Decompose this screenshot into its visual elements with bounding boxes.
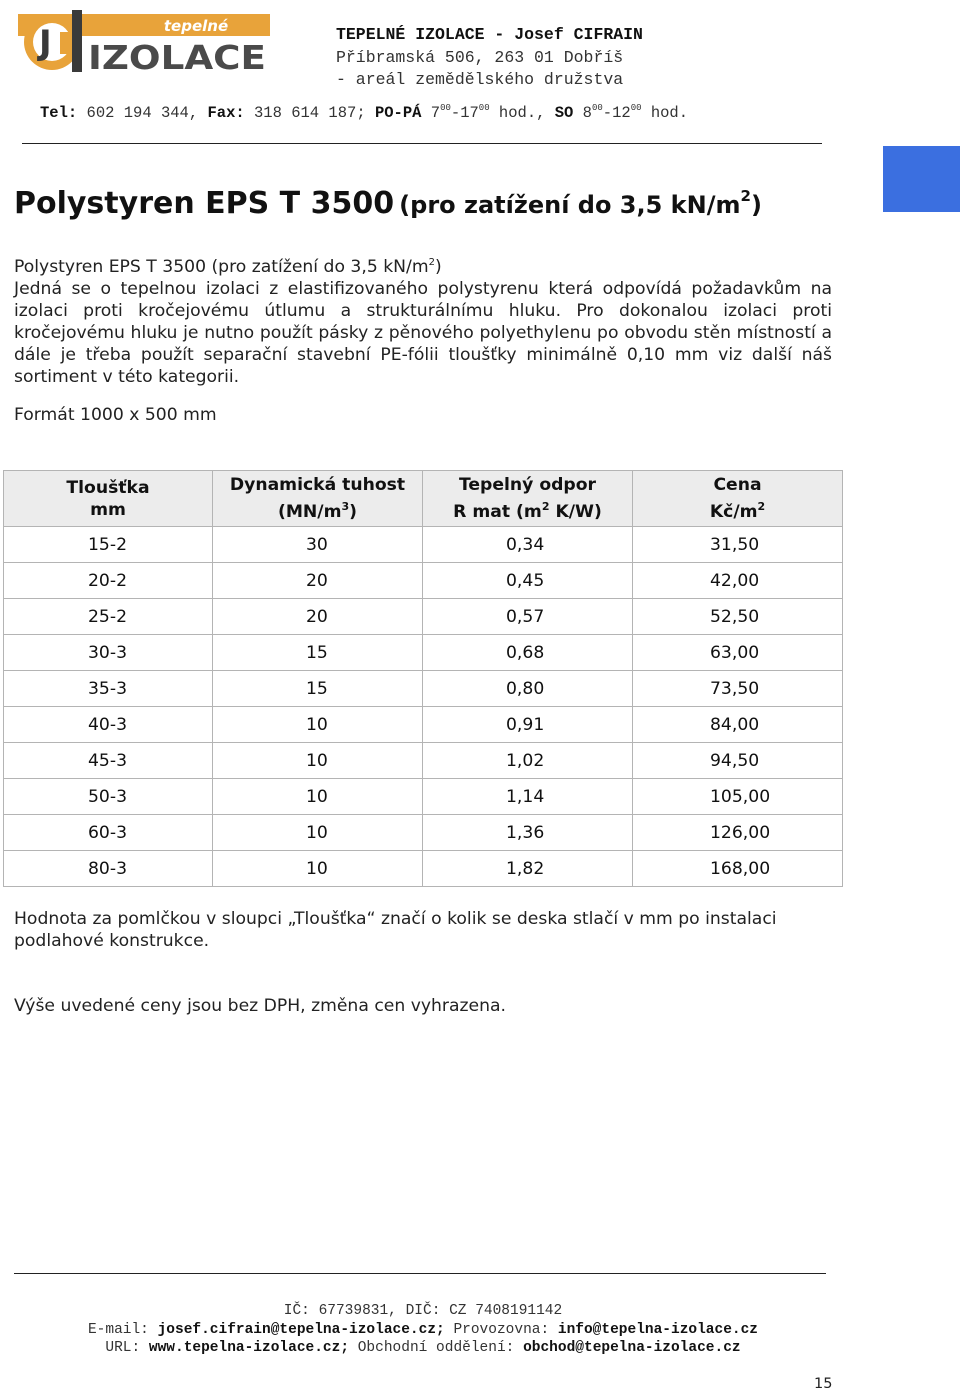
cell-thickness: 40-3 bbox=[4, 707, 213, 743]
table-row bbox=[4, 563, 843, 599]
cell-stiffness: 20 bbox=[213, 563, 423, 599]
table-header-row bbox=[4, 471, 843, 527]
cell-price: 31,50 bbox=[633, 527, 843, 563]
footer-url-line: URL: www.tepelna-izolace.cz; Obchodní oddělení: obchod@tepelna-izolace.cz bbox=[105, 1340, 741, 1356]
cell-thermal-resistance: 1,14 bbox=[423, 779, 633, 815]
cell-price: 84,00 bbox=[633, 707, 843, 743]
saturday-hours: $8^{00}-12^{00}$ bbox=[582, 103, 642, 122]
title-subtitle: (pro zatížení do 3,5 $kN/m^2$) bbox=[399, 187, 762, 219]
format-info: Formát 1000 x 500 mm bbox=[14, 405, 217, 425]
cell-thermal-resistance: 1,02 bbox=[423, 743, 633, 779]
col-header-price: Cena $Kč/m^2$ bbox=[633, 471, 843, 527]
product-description bbox=[14, 252, 832, 388]
cell-thickness: 25-2 bbox=[4, 599, 213, 635]
company-name: TEPELNÉ IZOLACE - Josef CIFRAIN bbox=[336, 25, 643, 44]
cell-stiffness: 10 bbox=[213, 851, 423, 887]
col-header-stiffness: Dynamická tuhost $(MN/m^3)$ bbox=[213, 471, 423, 527]
cell-price: 52,50 bbox=[633, 599, 843, 635]
cell-thermal-resistance: 0,80 bbox=[423, 671, 633, 707]
fax-value: 318 614 187; bbox=[254, 104, 366, 122]
cell-thickness: 45-3 bbox=[4, 743, 213, 779]
page-title bbox=[14, 186, 762, 221]
sales-email-link[interactable]: obchod@tepelna-izolace.cz bbox=[523, 1340, 741, 1356]
footer bbox=[0, 1302, 846, 1358]
cell-price: 126,00 bbox=[633, 815, 843, 851]
office-email-link[interactable]: info@tepelna-izolace.cz bbox=[557, 1321, 759, 1338]
website-link[interactable]: www.tepelna-izolace.cz; bbox=[148, 1340, 350, 1356]
cell-stiffness: 10 bbox=[213, 815, 423, 851]
cell-thickness: 80-3 bbox=[4, 851, 213, 887]
page-tab-marker bbox=[883, 146, 960, 212]
footer-divider bbox=[14, 1273, 826, 1274]
cell-thermal-resistance: 0,68 bbox=[423, 635, 633, 671]
table-row bbox=[4, 779, 843, 815]
table-row bbox=[4, 743, 843, 779]
email-link[interactable]: josef.cifrain@tepelna-izolace.cz; bbox=[157, 1321, 445, 1338]
company-logo bbox=[18, 6, 270, 74]
saturday-label: SO bbox=[554, 104, 574, 122]
logo-letter: J bbox=[39, 23, 52, 63]
thickness-note: Hodnota za pomlčkou v sloupci „Tloušťka“ značí o kolik se deska stlačí v mm po instalaci podlahové konstrukce. bbox=[14, 909, 777, 951]
cell-thickness: 30-3 bbox=[4, 635, 213, 671]
table-row bbox=[4, 707, 843, 743]
cell-thickness: 35-3 bbox=[4, 671, 213, 707]
weekday-hours: $7^{00}-17^{00}$ bbox=[430, 103, 490, 122]
description-heading: Polystyren EPS T 3500 (pro zatížení do 3,5 $kN/m^2$) bbox=[14, 257, 442, 277]
cell-stiffness: 10 bbox=[213, 743, 423, 779]
cell-stiffness: 15 bbox=[213, 671, 423, 707]
cell-thickness: 60-3 bbox=[4, 815, 213, 851]
page-number: 15 bbox=[814, 1376, 833, 1392]
description-body: Jedná se o tepelnou izolaci z elastifizovaného polystyrenu která odpovídá požadavkům na izolaci proti kročejovému útlumu a strukturálnímu hluku. Pro dokonalou izolaci proti kročejovému hluku je nutno použít pásky z pěnového polyethylenu po obvodu stěn místností a dále je třeba použít separační stavební PE-fólii tloušťky minimálně 0,10 mm viz další náš sortiment v této kategorii. bbox=[14, 279, 832, 387]
company-area: - areál zemědělského družstva bbox=[336, 70, 624, 89]
table-row bbox=[4, 599, 843, 635]
table-row bbox=[4, 851, 843, 887]
cell-stiffness: 10 bbox=[213, 779, 423, 815]
footer-ids: IČ: 67739831, DIČ: CZ 7408191142 bbox=[283, 1303, 563, 1319]
table-row bbox=[4, 671, 843, 707]
cell-thermal-resistance: 0,45 bbox=[423, 563, 633, 599]
weekday-label: PO-PÁ bbox=[374, 104, 422, 122]
vat-note: Výše uvedené ceny jsou bez DPH, změna cen vyhrazena. bbox=[14, 996, 507, 1016]
cell-thermal-resistance: 1,82 bbox=[423, 851, 633, 887]
cell-thermal-resistance: 0,57 bbox=[423, 599, 633, 635]
table-row bbox=[4, 815, 843, 851]
cell-thickness: 50-3 bbox=[4, 779, 213, 815]
footer-email-line: E-mail: josef.cifrain@tepelna-izolace.cz; Provozovna: info@tepelna-izolace.cz bbox=[87, 1321, 759, 1338]
hours-unit: hod., bbox=[498, 104, 546, 122]
cell-stiffness: 30 bbox=[213, 527, 423, 563]
cell-price: 73,50 bbox=[633, 671, 843, 707]
cell-stiffness: 10 bbox=[213, 707, 423, 743]
title-main: Polystyren EPS T 3500 bbox=[14, 186, 395, 221]
cell-thermal-resistance: 1,36 bbox=[423, 815, 633, 851]
col-header-thermal-resistance: Tepelný odpor R mat ($m^2$ K/W) bbox=[423, 471, 633, 527]
cell-stiffness: 20 bbox=[213, 599, 423, 635]
company-street: Příbramská 506, 263 01 Dobříš bbox=[336, 47, 624, 67]
cell-thermal-resistance: 0,34 bbox=[423, 527, 633, 563]
cell-thickness: 20-2 bbox=[4, 563, 213, 599]
fax-label: Fax: bbox=[207, 104, 245, 122]
table-row bbox=[4, 527, 843, 563]
company-address bbox=[336, 24, 643, 92]
table-row bbox=[4, 635, 843, 671]
logo-big-text: IZOLACE bbox=[88, 38, 266, 74]
cell-thermal-resistance: 0,91 bbox=[423, 707, 633, 743]
cell-price: 105,00 bbox=[633, 779, 843, 815]
hours-unit: hod. bbox=[650, 104, 689, 122]
header-divider bbox=[22, 143, 822, 144]
cell-price: 42,00 bbox=[633, 563, 843, 599]
col-header-thickness: Tloušťka mm bbox=[4, 471, 213, 527]
cell-price: 168,00 bbox=[633, 851, 843, 887]
tel-label: Tel: bbox=[40, 104, 78, 122]
cell-thickness: 15-2 bbox=[4, 527, 213, 563]
logo-small-text: tepelné bbox=[163, 17, 229, 35]
price-table bbox=[3, 470, 843, 887]
contact-line bbox=[40, 103, 688, 122]
cell-stiffness: 15 bbox=[213, 635, 423, 671]
cell-price: 63,00 bbox=[633, 635, 843, 671]
tel-value: 602 194 344, bbox=[86, 104, 199, 122]
cell-price: 94,50 bbox=[633, 743, 843, 779]
